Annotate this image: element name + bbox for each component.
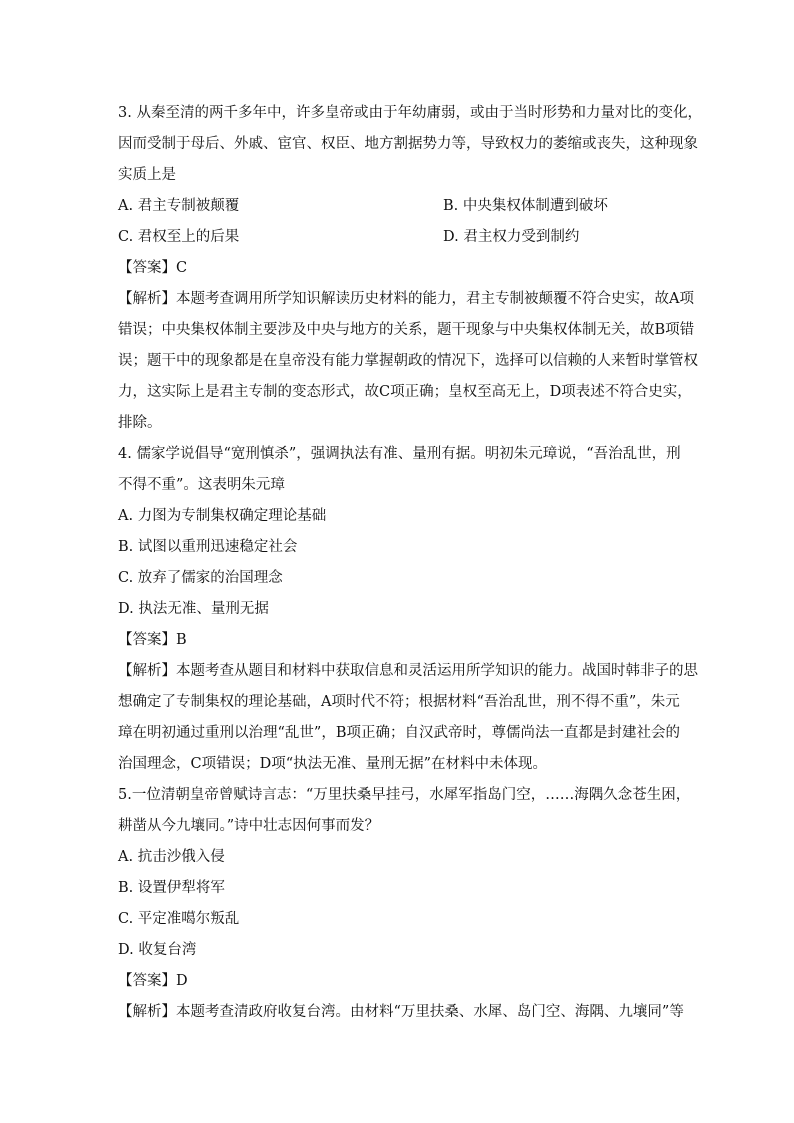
q5-stem-line-2: 耕凿从今九壤同。”诗中壮志因何事而发？ xyxy=(118,818,380,834)
q4-option-a: A. 力图为专制集权确定理论基础 xyxy=(118,508,327,524)
q5-option-c: C. 平定准噶尔叛乱 xyxy=(118,911,240,927)
q5-stem-line-1: 5.一位清朝皇帝曾赋诗言志：“万里扶桑早挂弓，水犀军指岛门空，……海隅久念苍生困， xyxy=(118,787,691,803)
q4-analysis-line-2: 想确定了专制集权的理论基础，A项时代不符；根据材料“吾治乱世，刑不得不重”，朱元 xyxy=(118,694,680,710)
q3-option-b: B. 中央集权体制遭到破坏 xyxy=(443,198,608,214)
q4-analysis-line-1: 【解析】本题考查从题目和材料中获取信息和灵活运用所学知识的能力。战国时韩非子的思 xyxy=(118,663,698,679)
q5-analysis-line-1: 【解析】本题考查清政府收复台湾。由材料“万里扶桑、水犀、岛门空、海隅、九壤同”等 xyxy=(118,1004,684,1020)
q3-analysis-line-1: 【解析】本题考查调用所学知识解读历史材料的能力，君主专制被颠覆不符合史实，故A项 xyxy=(118,291,694,307)
q4-option-c: C. 放弃了儒家的治国理念 xyxy=(118,570,283,586)
q4-option-d: D. 执法无准、量刑无据 xyxy=(118,601,269,617)
q5-answer: 【答案】D xyxy=(118,973,188,989)
q3-analysis-line-3: 误；题干中的现象都是在皇帝没有能力掌握朝政的情况下，选择可以信赖的人来暂时掌管权 xyxy=(118,353,698,369)
q5-option-d: D. 收复台湾 xyxy=(118,942,197,958)
q4-option-b: B. 试图以重刑迅速稳定社会 xyxy=(118,539,298,555)
q3-option-d: D. 君主权力受到制约 xyxy=(443,229,580,245)
q4-answer: 【答案】B xyxy=(118,632,187,648)
q3-stem-line-2: 因而受制于母后、外戚、宦官、权臣、地方割据势力等，导致权力的萎缩或丧失，这种现象 xyxy=(118,136,698,152)
q3-answer: 【答案】C xyxy=(118,260,188,276)
q5-option-a: A. 抗击沙俄入侵 xyxy=(118,849,225,865)
q3-analysis-line-4: 力，这实际上是君主专制的变态形式，故C项正确；皇权至高无上，D项表述不符合史实， xyxy=(118,384,692,400)
q3-analysis-line-2: 错误；中央集权体制主要涉及中央与地方的关系，题干现象与中央集权体制无关，故B项错 xyxy=(118,322,695,338)
q3-analysis-line-5: 排除。 xyxy=(118,415,162,431)
q4-analysis-line-4: 治国理念，C项错误；D项“执法无准、量刑无据”在材料中未体现。 xyxy=(118,756,548,772)
q4-analysis-line-3: 璋在明初通过重刑以治理“乱世”，B项正确；自汉武帝时，尊儒尚法一直都是封建社会的 xyxy=(118,725,680,741)
q3-stem-line-3: 实质上是 xyxy=(118,167,176,183)
q3-option-a: A. 君主专制被颠覆 xyxy=(118,198,240,214)
q4-stem-line-1: 4. 儒家学说倡导“宽刑慎杀”，强调执法有准、量刑有据。明初朱元璋说，“吾治乱世，刑 xyxy=(118,446,681,462)
q5-option-b: B. 设置伊犁将军 xyxy=(118,880,225,896)
q3-stem-line-1: 3. 从秦至清的两千多年中，许多皇帝或由于年幼庸弱，或由于当时形势和力量对比的变化， xyxy=(118,105,702,121)
q3-option-c: C. 君权至上的后果 xyxy=(118,229,240,245)
q4-stem-line-2: 不得不重”。这表明朱元璋 xyxy=(118,477,285,493)
